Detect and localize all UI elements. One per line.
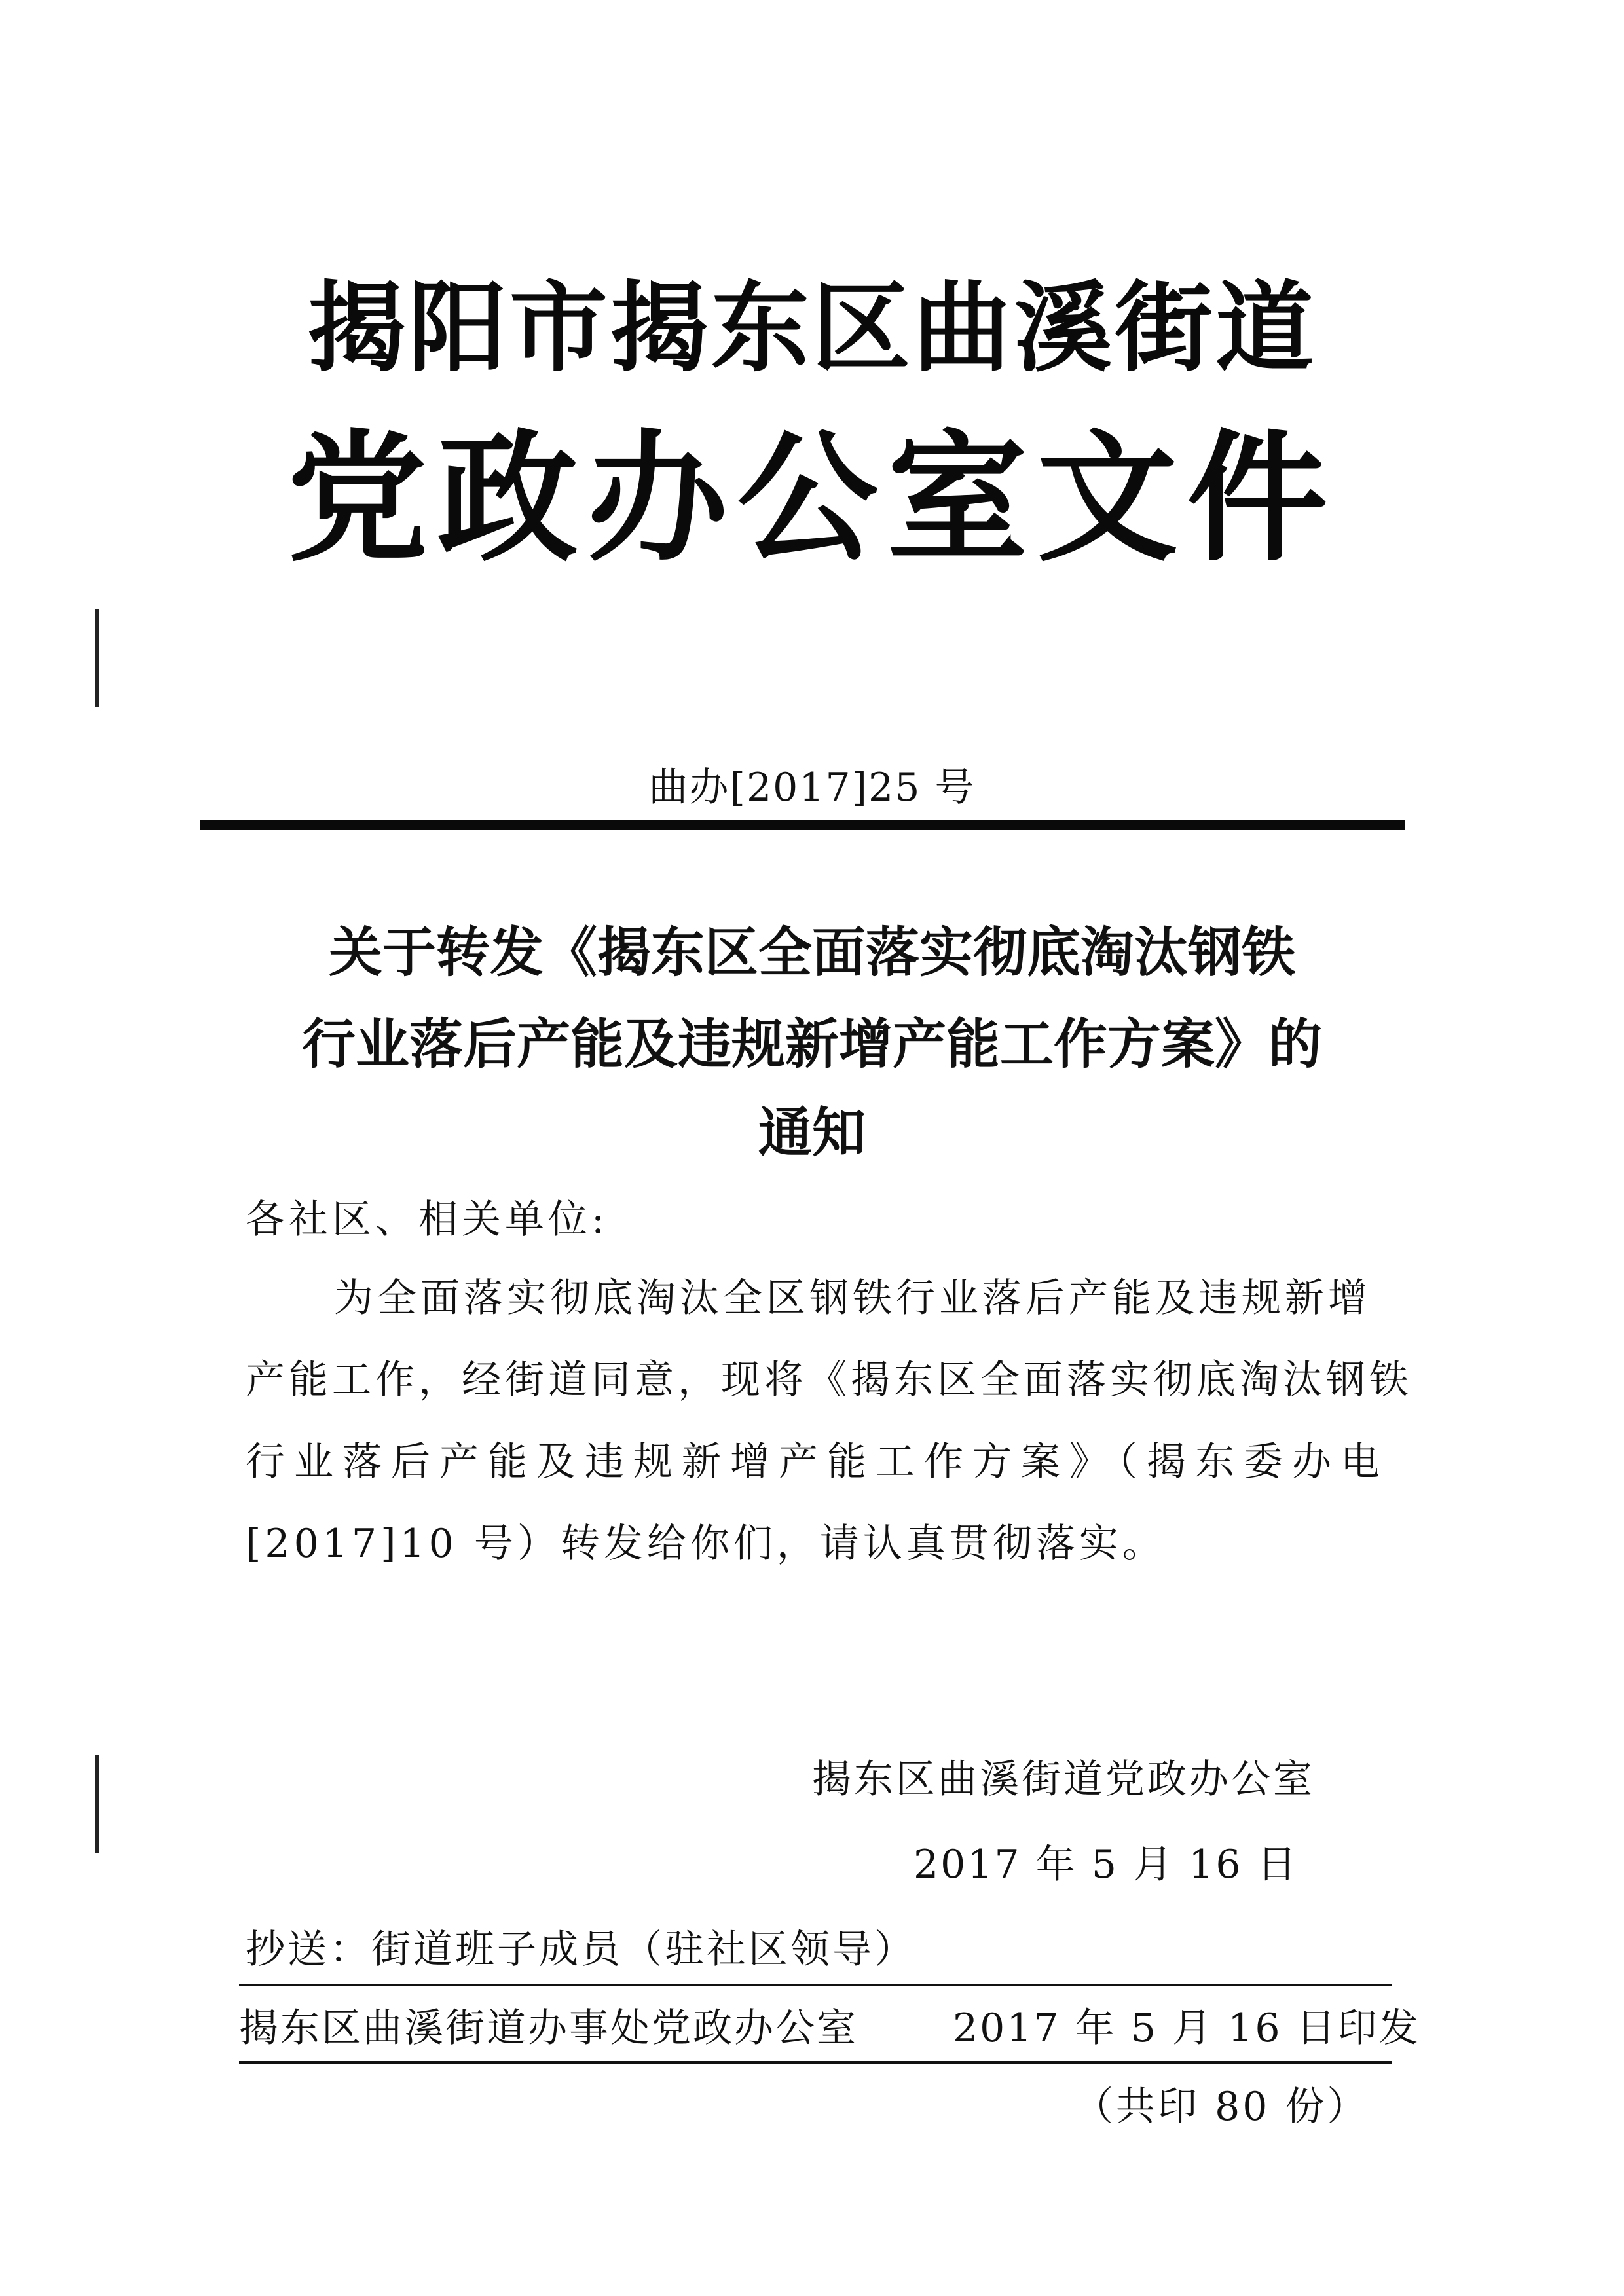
body-line-3: 行业落后产能及违规新增产能工作方案》（揭东委办电	[246, 1439, 1389, 1485]
copies-count: （共印 80 份）	[1074, 2084, 1369, 2130]
footer-issue-date: 2017 年 5 月 16 日印发	[953, 2005, 1420, 2051]
salutation: 各社区、相关单位:	[246, 1197, 609, 1243]
header-divider	[200, 820, 1405, 830]
body-line-4: [2017]10 号）转发给你们，请认真贯彻落实。	[246, 1521, 1166, 1567]
binding-mark	[95, 1755, 99, 1853]
binding-mark	[95, 609, 99, 707]
footer-rule-bottom	[239, 2061, 1392, 2064]
cc-recipients: 抄送：街道班子成员（驻社区领导）	[246, 1927, 916, 1973]
issuer-header-line2: 党政办公室文件	[287, 415, 1337, 581]
issuer-header-line1: 揭阳市揭东区曲溪街道	[307, 272, 1316, 386]
body-line-1: 为全面落实彻底淘汰全区钢铁行业落后产能及违规新增	[334, 1275, 1371, 1321]
signature-organization: 揭东区曲溪街道党政办公室	[812, 1757, 1315, 1802]
document-number: 曲办[2017]25 号	[648, 765, 976, 811]
body-line-2: 产能工作，经街道同意，现将《揭东区全面落实彻底淘汰钢铁	[246, 1357, 1412, 1403]
signature-date: 2017 年 5 月 16 日	[913, 1842, 1299, 1887]
footer-rule-top	[239, 1984, 1392, 1986]
footer-issuer: 揭东区曲溪街道办事处党政办公室	[239, 2005, 858, 2051]
document-title-line2: 行业落后产能及违规新增产能工作方案》的	[301, 1013, 1322, 1076]
document-title-line3: 通知	[758, 1102, 866, 1164]
document-title-line1: 关于转发《揭东区全面落实彻底淘汰钢铁	[328, 922, 1295, 984]
